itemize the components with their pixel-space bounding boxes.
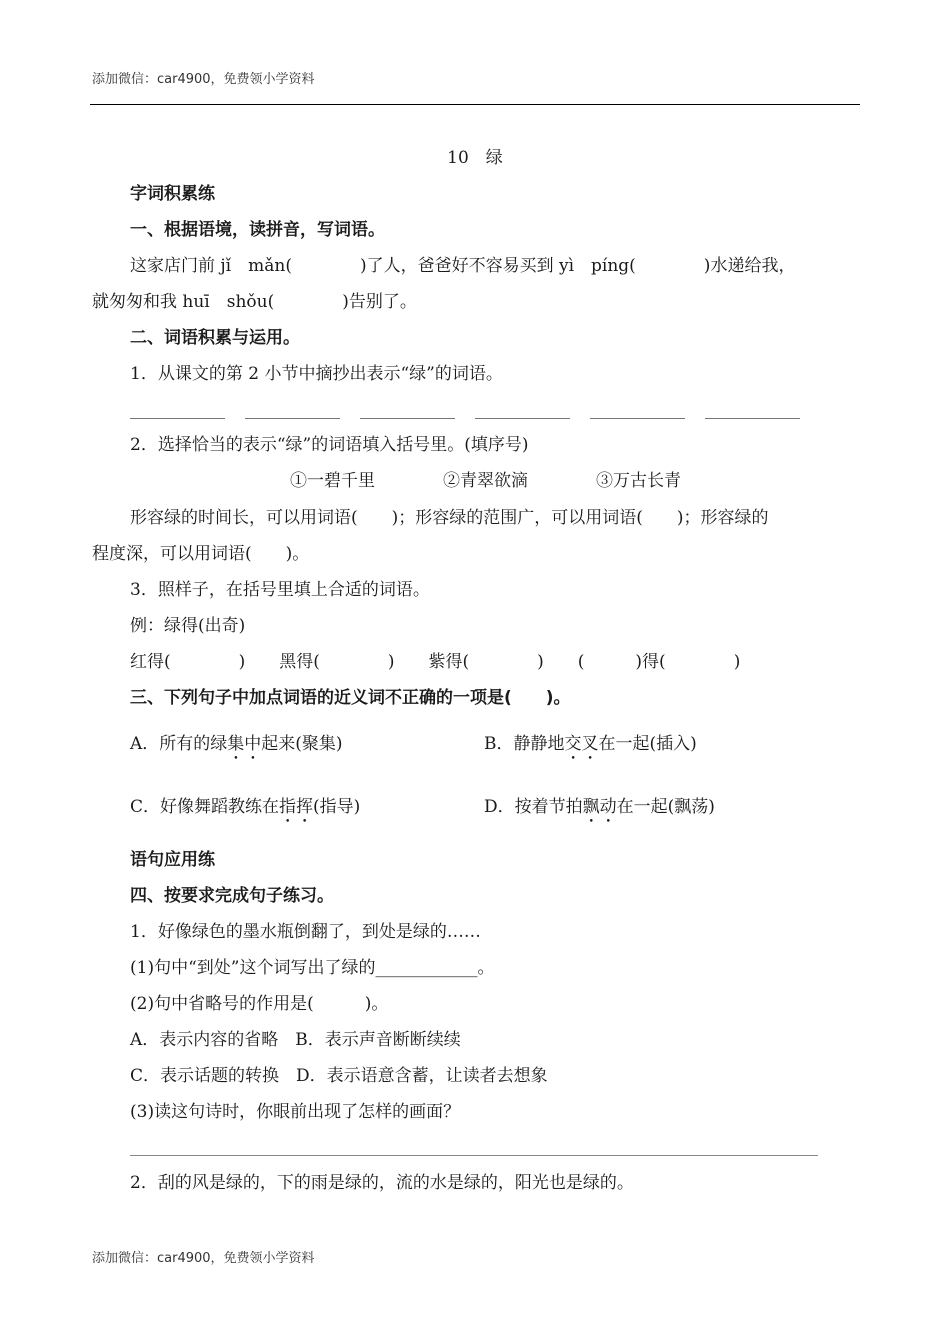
q3-option-d[interactable] (484, 796, 715, 827)
option-text: (指导) (313, 797, 361, 817)
q1-line1: 这家店门前 jǐ mǎn( )了人，爸爸好不容易买到 yì píng( )水递给我， (130, 256, 796, 276)
q3-option-c[interactable] (130, 796, 360, 827)
q2-item3: 3．照样子，在括号里填上合适的词语。 (130, 580, 430, 600)
answer-blank[interactable] (705, 408, 800, 419)
q3-heading: 三、下列句子中加点词语的近义词不正确的一项是( )。 (130, 688, 571, 708)
option-text: D．按着节拍 (484, 797, 583, 817)
q2-heading: 二、词语积累与运用。 (130, 328, 300, 348)
q1-line2: 就匆匆和我 huī shǒu( )告别了。 (92, 292, 417, 312)
q2-item1: 1．从课文的第 2 小节中摘抄出表示“绿”的词语。 (130, 364, 503, 384)
dotted-word: 飘动 (582, 797, 617, 817)
answer-blank[interactable] (360, 408, 455, 419)
q3-option-a[interactable] (130, 733, 343, 764)
option-text: C．好像舞蹈教练在 (130, 797, 280, 817)
q2-fill2: 程度深，可以用词语( )。 (92, 544, 310, 564)
page-title: 10 绿 (447, 148, 503, 168)
q4-sub2: (2)句中省略号的作用是( )。 (130, 994, 389, 1014)
header-rule (90, 104, 860, 105)
q4-sub1: (1)句中“到处”这个词写出了绿的____________。 (130, 958, 495, 978)
dotted-word: 指挥 (279, 797, 314, 817)
section-title-sentence: 语句应用练 (130, 850, 215, 870)
dotted-word: 交叉 (564, 734, 599, 754)
option-text: 起来(聚集) (261, 734, 343, 754)
q1-heading: 一、根据语境，读拼音，写词语。 (130, 220, 385, 240)
q4-item2: 2．刮的风是绿的，下的雨是绿的，流的水是绿的，阳光也是绿的。 (130, 1173, 634, 1193)
q3-option-b[interactable] (484, 733, 697, 764)
q4-options-cd: C．表示话题的转换 D．表示语意含蓄，让读者去想象 (130, 1066, 548, 1086)
q2-options: ①一碧千里 ②青翠欲滴 ③万古长青 (290, 471, 681, 491)
q2-fill1: 形容绿的时间长，可以用词语( )；形容绿的范围广，可以用词语( )；形容绿的 (130, 508, 769, 528)
q4-heading: 四、按要求完成句子练习。 (130, 886, 334, 906)
option-text: B．静静地 (484, 734, 565, 754)
option-text: 在一起(飘荡) (616, 797, 715, 817)
answer-line[interactable] (130, 1155, 818, 1156)
answer-blank[interactable] (245, 408, 340, 419)
answer-blank[interactable] (130, 408, 225, 419)
q4-sub3: (3)读这句诗时，你眼前出现了怎样的画面？ (130, 1102, 461, 1122)
q2-item2: 2．选择恰当的表示“绿”的词语填入括号里。(填序号) (130, 435, 529, 455)
option-text: A．所有的绿 (130, 734, 228, 754)
dotted-word: 集中 (227, 734, 262, 754)
header-note: 添加微信：car4900，免费领小学资料 (92, 72, 315, 87)
answer-blank[interactable] (475, 408, 570, 419)
q2-example: 例：绿得(出奇) (130, 616, 246, 636)
footer-note: 添加微信：car4900，免费领小学资料 (92, 1251, 315, 1266)
section-title-vocab: 字词积累练 (130, 184, 215, 204)
q2-answer-blanks (130, 408, 800, 419)
answer-blank[interactable] (590, 408, 685, 419)
q4-item1: 1．好像绿色的墨水瓶倒翻了，到处是绿的…… (130, 922, 481, 942)
q2-fill-row: 红得( ) 黑得( ) 紫得( ) ( )得( ) (130, 652, 741, 672)
option-text: 在一起(插入) (598, 734, 697, 754)
q4-options-ab: A．表示内容的省略 B．表示声音断断续续 (130, 1030, 461, 1050)
